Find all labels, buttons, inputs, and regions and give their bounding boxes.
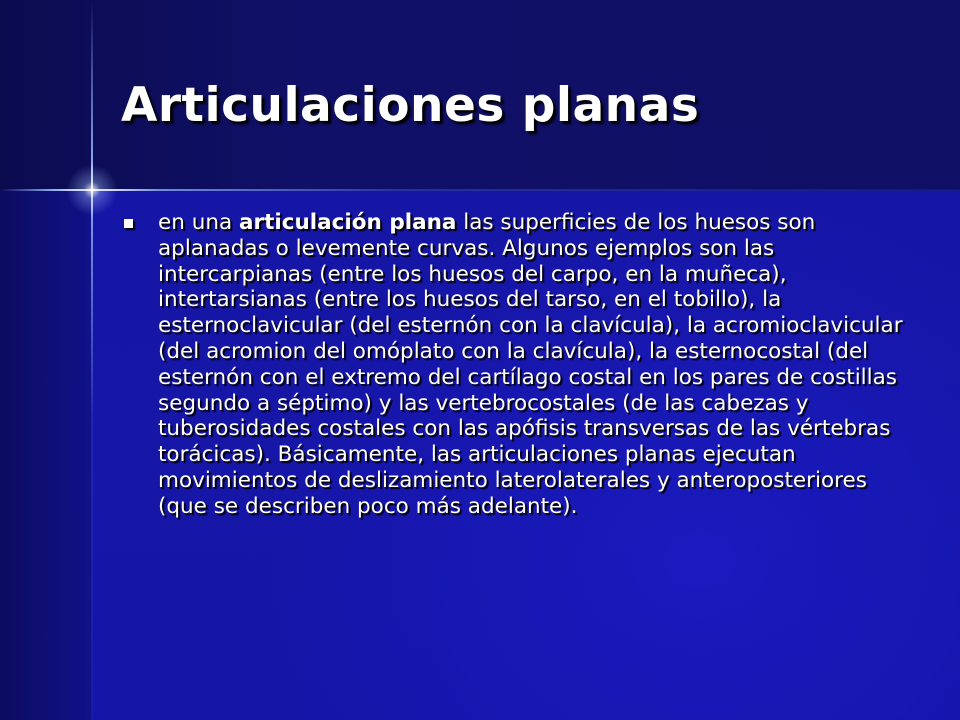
bullet-text-body: las superficies de los huesos son aplanadas o levemente curvas. Algunos ejemplos son las intercarpianas (entre los huesos del carpo, en la muñeca), intertarsianas (entre los huesos del tarso, en el tobillo), la esternoclavicular (del esternón con la clavícula), la acromioclavicular (del acromion del omóplato con la clavícula), la esternocostal (del esternón con el extremo del cartílago costal en los pares de costillas segundo a séptimo) y las vertebrocostales (de las cabezas y tuberosidades costales con las apófisis transversas de las vértebras torácicas). Básicamente, las articulaciones planas ejecutan movimientos de deslizamiento laterolaterales y anteroposteriores (que se describen poco más adelante). bbox=[158, 210, 903, 519]
bullet-item bbox=[122, 210, 912, 520]
bullet-bold-term: articulación plana bbox=[238, 210, 457, 235]
slide-title: Articulaciones planas bbox=[121, 78, 700, 133]
star-flare-icon bbox=[62, 160, 122, 220]
decorative-vertical-line bbox=[91, 0, 93, 720]
bullet-text-intro: en una bbox=[158, 210, 239, 235]
slide-content bbox=[122, 210, 912, 520]
decorative-horizontal-line bbox=[0, 189, 960, 191]
square-bullet-icon bbox=[124, 219, 133, 228]
left-band bbox=[0, 190, 92, 720]
